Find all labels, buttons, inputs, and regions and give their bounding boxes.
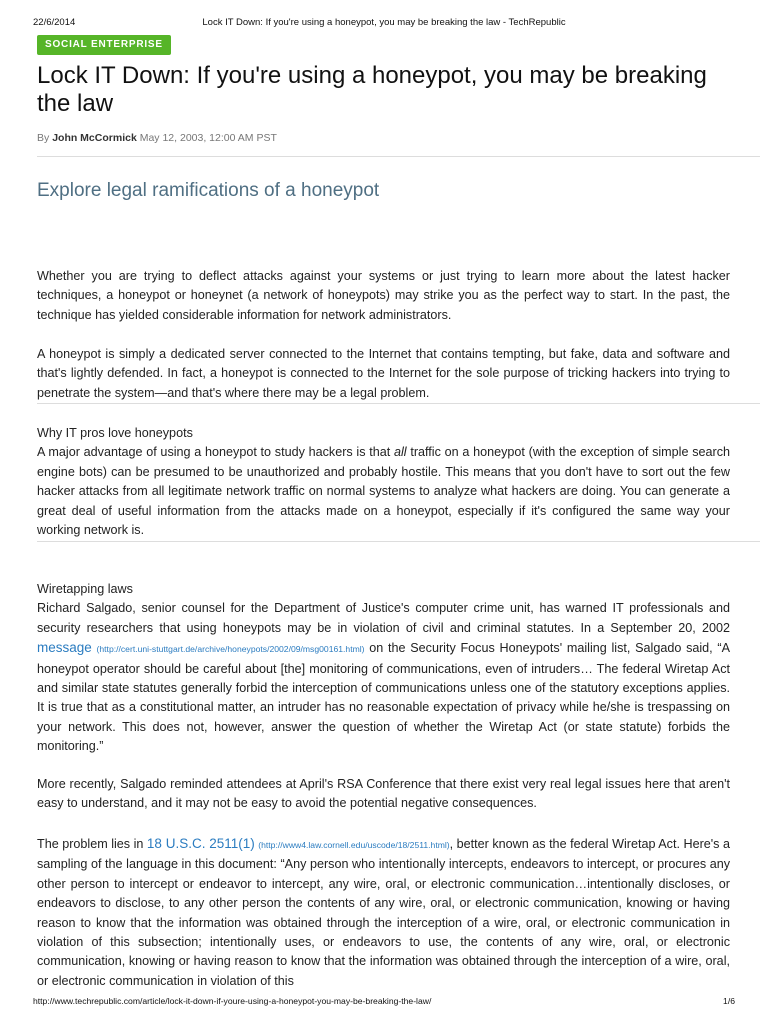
publish-date: May 12, 2003, 12:00 AM PST: [139, 132, 277, 144]
paragraph-rsa: More recently, Salgado reminded attendees at April's RSA Conference that there exist very real legal issues here that aren't easy to understand, and it may not be easy to avoid the potential negative consequences.: [37, 777, 730, 811]
print-date: 22/6/2014: [33, 17, 76, 28]
divider: [37, 541, 760, 542]
print-page-title: Lock IT Down: If you're using a honeypot, you may be breaking the law - TechRepublic: [202, 17, 566, 28]
message-url[interactable]: (http://cert.uni-stuttgart.de/archive/honeypots/2002/09/msg00161.html): [96, 644, 365, 655]
divider: [37, 403, 760, 404]
usc-link[interactable]: 18 U.S.C. 2511(1): [146, 836, 255, 851]
paragraph-definition: A honeypot is simply a dedicated server connected to the Internet that contains tempting, but fake, data and software and that's lightly defended. In fact, a honeypot is connected to the Internet for the sole purpose of tricking hackers into trying to penetrate the system—and that's where there may be a legal problem.: [37, 347, 730, 400]
paragraph-wiretap-act: [37, 834, 730, 991]
page-number: 1/6: [723, 996, 735, 1006]
article-title: Lock IT Down: If you're using a honeypot, you may be breaking the law: [37, 62, 707, 117]
print-footer: [33, 996, 735, 1008]
section-wiretapping-laws: [37, 580, 730, 757]
section-text: Richard Salgado, senior counsel for the Department of Justice's computer crime unit, has warned IT professionals and security researchers that using honeypots may be in violation of civil and criminal statutes. In a September 20, 2002: [37, 601, 730, 635]
divider: [37, 156, 760, 157]
section-text: A major advantage of using a honeypot to study hackers is that: [37, 445, 394, 460]
section-text: on the Security Focus Honeypots' mailing list, Salgado said, “A honeypot operator should be careful about [the] monitoring of communications, even of intruders… The federal Wiretap Act and similar state statutes generally forbid the interception of communications unless one of the statutory exceptions applies. It is true that as a constitutional matter, an intruder has no reasonable expectation of privacy while he/she is trespassing on your network. This does not, however, answer the question of whether the Wiretap Act (or state statute) forbids the monitoring.”: [37, 641, 731, 754]
category-badge[interactable]: SOCIAL ENTERPRISE: [37, 35, 171, 55]
article-subtitle: Explore legal ramifications of a honeypot: [37, 180, 380, 201]
paragraph-intro: Whether you are trying to deflect attacks against your systems or just trying to learn more about the latest hacker techniques, a honeypot or honeynet (a network of honeypots) may strike you as the perfect way to start. In the past, the technique has yielded considerable information for network administrators.: [37, 269, 730, 322]
section-why-honeypots: [37, 424, 730, 540]
section-heading: Wiretapping laws: [37, 582, 133, 596]
emphasis-text: all: [394, 445, 407, 460]
section-text: The problem lies in: [37, 837, 147, 851]
message-link[interactable]: message: [37, 640, 92, 656]
section-text: traffic on a honeypot (with the exception of simple search engine bots) can be presumed to be unauthorized and probably hostile. This means that you don't have to sort out the few hacker attacks from all legitimate network traffic on normal systems to analyze what hackers are doing. You can generate a great deal of useful information from the attacks made on a honeypot, especially if it's configured the same way your working network is.: [37, 445, 730, 538]
print-url: http://www.techrepublic.com/article/lock-it-down-if-youre-using-a-honeypot-you-may-be-breaking-the-law/: [33, 996, 432, 1006]
usc-url[interactable]: (http://www4.law.cornell.edu/uscode/18/2511.html): [258, 840, 450, 850]
section-heading: Why IT pros love honeypots: [37, 426, 193, 440]
byline: [37, 132, 277, 144]
section-text: , better known as the federal Wiretap Act. Here's a sampling of the language in this document: “Any person who intentionally intercepts, endeavors to intercept, or procures any other person to intercept or endeavor to intercept, any wire, oral, or electronic communication…intentionally discloses, or endeavors to disclose, to any other person the contents of any wire, oral, or electronic communication, knowing or having reason to know that the information was obtained through the interception of a wire, oral, or electronic communication in violation of this subsection; intentionally uses, or endeavors to use, the contents of any wire, oral, or electronic communication, knowing or having reason to know that the information was obtained through the interception of a wire, oral, or electronic communication in violation of this: [37, 837, 730, 988]
author-link[interactable]: John McCormick: [52, 132, 137, 144]
byline-prefix: By: [37, 132, 50, 144]
print-header: [33, 17, 735, 31]
